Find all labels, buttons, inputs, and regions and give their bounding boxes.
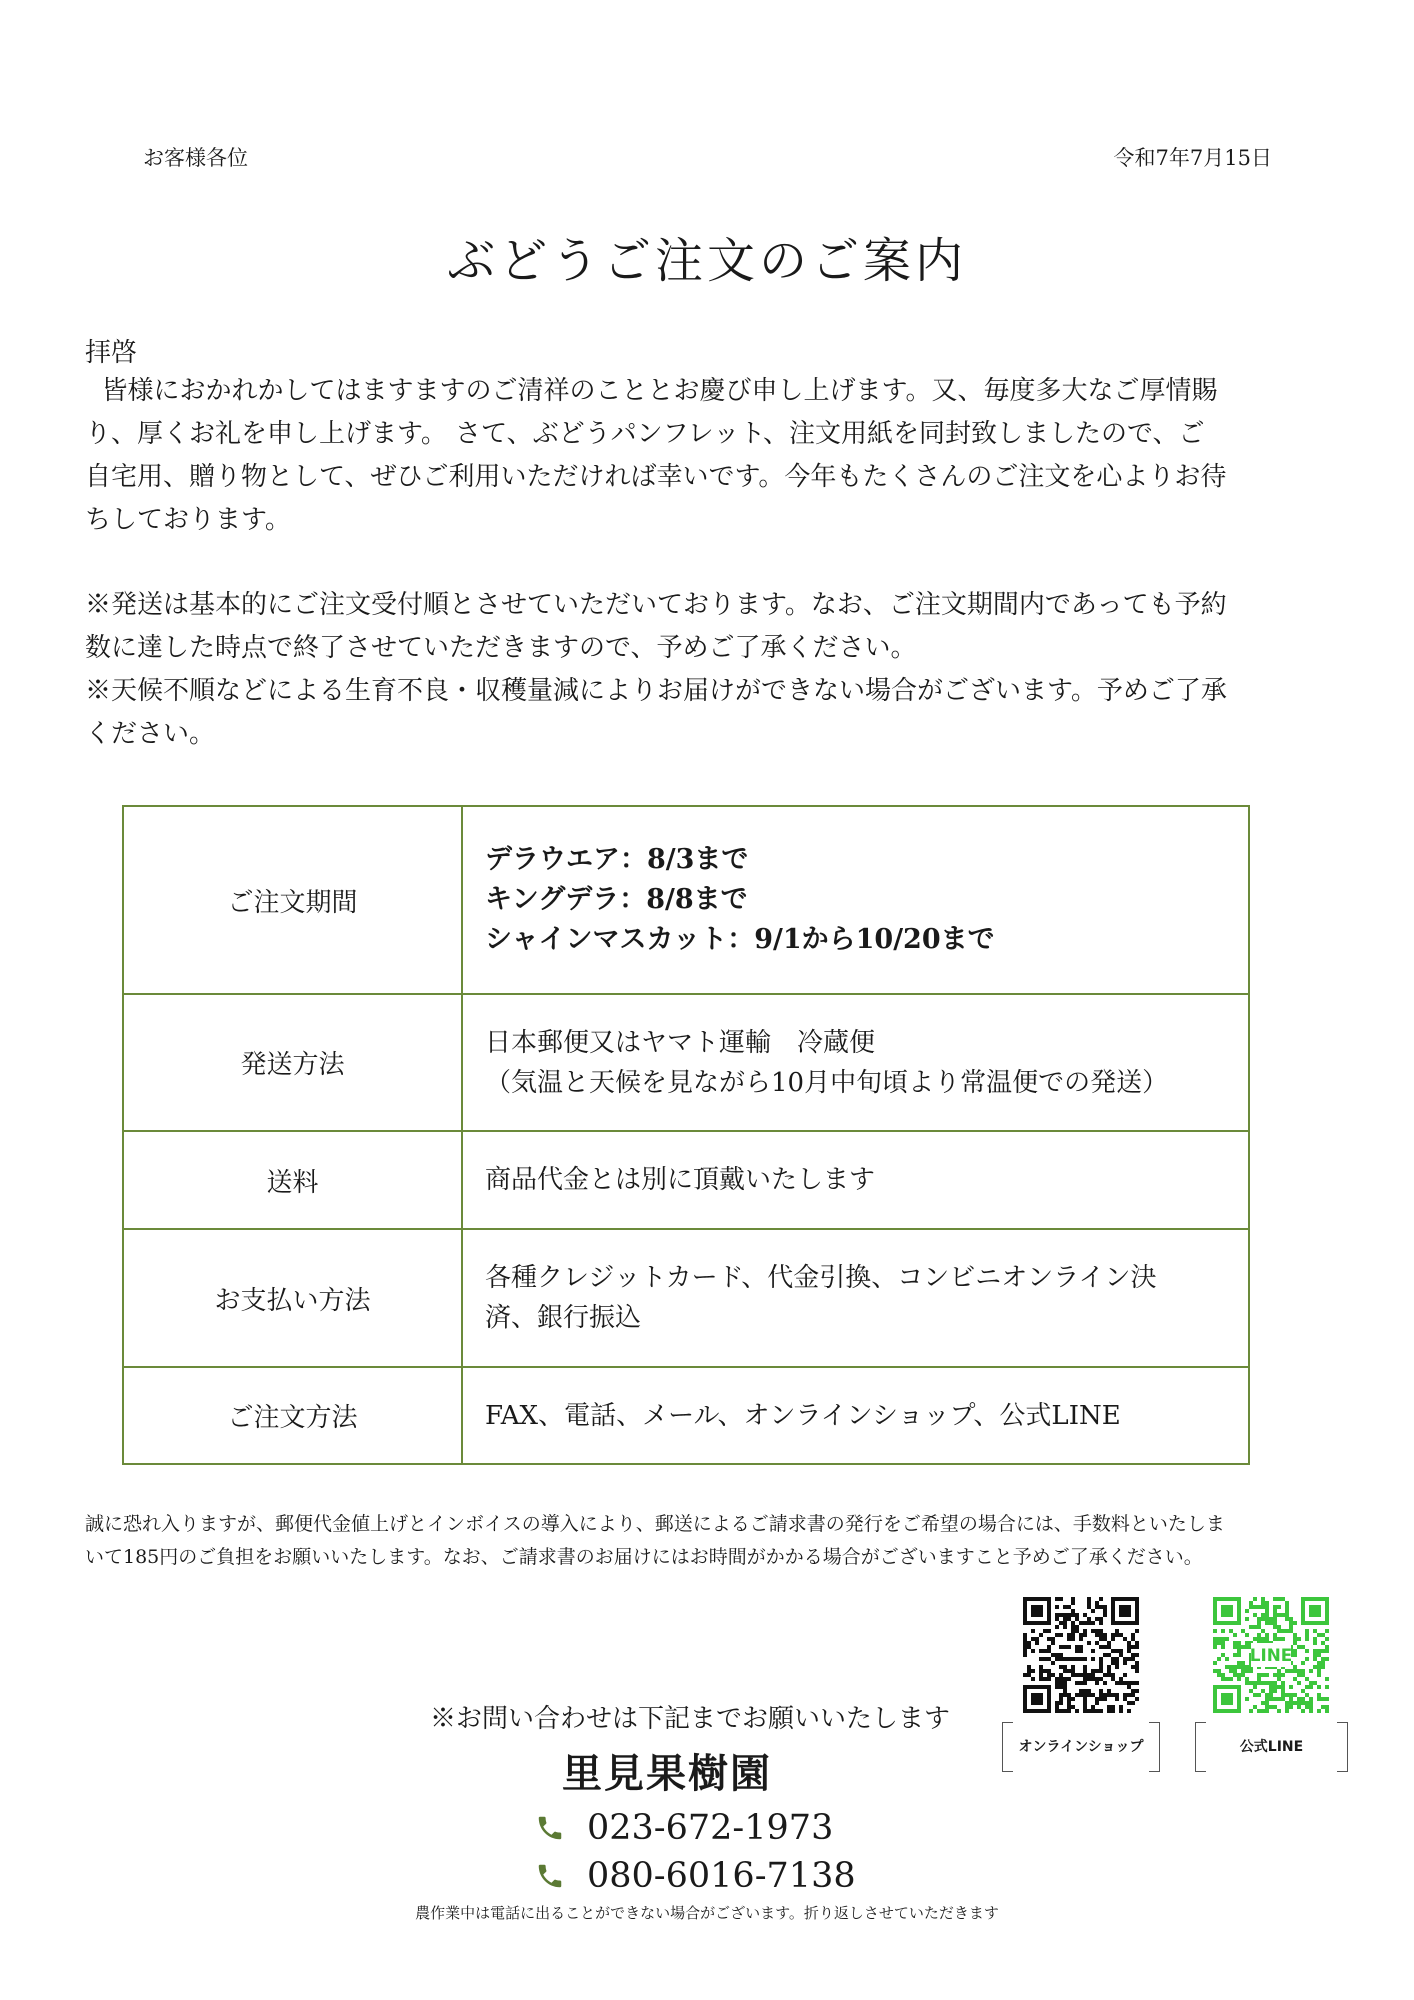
payment-line: 各種クレジットカード、代金引換、コンビニオンライン決 bbox=[485, 1263, 1157, 1293]
table-row bbox=[123, 1131, 1249, 1229]
orchard-name: 里見果樹園 bbox=[562, 1751, 772, 1797]
note-line: 数に達した時点で終了させていただきますので、予めご了承ください。 bbox=[85, 633, 917, 663]
body-line: り、厚くお礼を申し上げます。 さて、ぶどうパンフレット、注文用紙を同封致しましたので、ご bbox=[85, 419, 1205, 449]
method-value: FAX、電話、メール、オンラインショップ、公式LINE bbox=[462, 1367, 1249, 1464]
addressee: お客様各位 bbox=[143, 146, 248, 170]
note-line: ください。 bbox=[85, 719, 216, 749]
payment-label: お支払い方法 bbox=[123, 1229, 462, 1367]
fee-note-line: 誠に恐れ入りますが、郵便代金値上げとインボイスの導入により、郵送によるご請求書の発行をご希望の場合には、手数料といたしま bbox=[85, 1513, 1225, 1535]
note-line: ※天候不順などによる生育不良・収穫量減によりお届けができない場合がございます。予めご了承 bbox=[85, 676, 1227, 706]
contact-note: ※お問い合わせは下記までお願いいたします bbox=[430, 1704, 951, 1734]
period-value bbox=[462, 806, 1249, 994]
shipping-value bbox=[462, 994, 1249, 1131]
payment-value bbox=[462, 1229, 1249, 1367]
body-line: ちしております。 bbox=[85, 505, 291, 535]
line-badge: LINE bbox=[1249, 1645, 1293, 1665]
fee-note-line: いて185円のご負担をお願いいたします。なお、ご請求書のお届けにはお時間がかかる場合がございますこと予めご了承ください。 bbox=[85, 1546, 1203, 1568]
body-paragraph bbox=[85, 370, 1337, 542]
period-label: ご注文期間 bbox=[123, 806, 462, 994]
issue-date: 令和7年7月15日 bbox=[1113, 146, 1272, 170]
fee-label: 送料 bbox=[123, 1131, 462, 1229]
online-shop-label: オンラインショップ bbox=[1002, 1722, 1160, 1770]
online-shop-qr-code[interactable] bbox=[1023, 1597, 1139, 1713]
body-line: 皆様におかれかしてはますますのご清祥のこととお慶び申し上げます。又、毎度多大なご厚情賜 bbox=[101, 376, 1218, 406]
page-title: ぶどうご注文のご案内 bbox=[446, 233, 967, 289]
shipping-line: （気温と天候を見ながら10月中旬頃より常温便での発送） bbox=[485, 1067, 1169, 1098]
table-row bbox=[123, 1229, 1249, 1367]
phone-number-text: 080-6016-7138 bbox=[587, 1856, 856, 1896]
notes bbox=[85, 584, 1337, 756]
body-line: 自宅用、贈り物として、ぜひご利用いただければ幸いです。今年もたくさんのご注文を心よりお待 bbox=[85, 462, 1227, 492]
method-label: ご注文方法 bbox=[123, 1367, 462, 1464]
payment-line: 済、銀行振込 bbox=[485, 1303, 642, 1333]
official-line-qr-code[interactable] bbox=[1213, 1597, 1329, 1713]
shipping-line: 日本郵便又はヤマト運輸 冷蔵便 bbox=[485, 1027, 876, 1058]
fee-note bbox=[85, 1508, 1345, 1574]
phone-number-2[interactable] bbox=[535, 1856, 856, 1896]
table-row bbox=[123, 994, 1249, 1131]
period-line: シャインマスカット：9/1から10/20まで bbox=[485, 924, 995, 955]
shipping-label: 発送方法 bbox=[123, 994, 462, 1131]
footer-note: 農作業中は電話に出ることができない場合がございます。折り返しさせていただきます bbox=[415, 1904, 999, 1922]
fee-value: 商品代金とは別に頂戴いたします bbox=[462, 1131, 1249, 1229]
note-line: ※発送は基本的にご注文受付順とさせていただいております。なお、ご注文期間内であっても予約 bbox=[85, 590, 1227, 620]
order-info-table bbox=[122, 805, 1250, 1465]
greeting: 拝啓 bbox=[85, 338, 138, 368]
phone-icon bbox=[535, 1861, 565, 1891]
phone-icon bbox=[535, 1813, 565, 1843]
table-row bbox=[123, 806, 1249, 994]
period-line: キングデラ：8/8まで bbox=[485, 884, 748, 915]
period-line: デラウエア：8/3まで bbox=[485, 844, 749, 875]
phone-number-text: 023-672-1973 bbox=[587, 1808, 834, 1848]
table-row bbox=[123, 1367, 1249, 1464]
phone-number-1[interactable] bbox=[535, 1808, 833, 1848]
official-line-label: 公式LINE bbox=[1195, 1722, 1348, 1770]
